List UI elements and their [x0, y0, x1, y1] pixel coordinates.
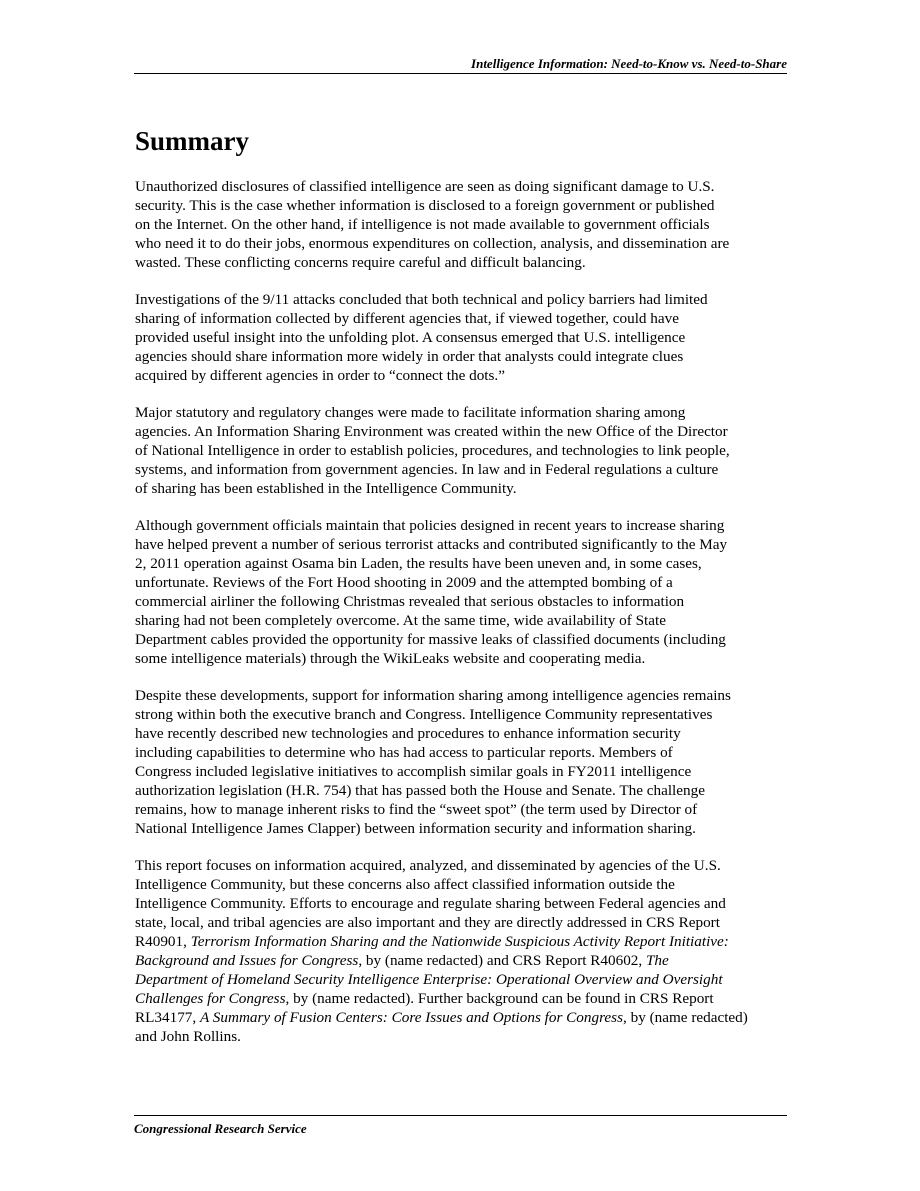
- text-line: [135, 989, 807, 1008]
- text-line: have recently described new technologies and procedures to enhance information security: [135, 725, 681, 742]
- report-title-r40901: Terrorism Information Sharing and the Nationwide Suspicious Activity Report Initiative:: [190, 933, 729, 950]
- text-line: commercial airliner the following Christmas revealed that serious obstacles to information: [135, 593, 685, 610]
- text-line: strong within both the executive branch and Congress. Intelligence Community representatives: [135, 706, 713, 723]
- report-title-r40602: The: [645, 952, 669, 969]
- report-title-r40901-continued: Background and Issues for Congress: [135, 952, 359, 969]
- text-line: and John Rollins.: [135, 1028, 241, 1045]
- report-title-r40602-continued: Department of Homeland Security Intelligence Enterprise: Operational Overview and Oversight: [135, 971, 723, 988]
- author-text: , by (name redacted). Further background can be found in CRS Report: [285, 990, 714, 1007]
- text-line: on the Internet. On the other hand, if intelligence is not made available to government officials: [135, 216, 710, 233]
- text-line: 2, 2011 operation against Osama bin Laden, the results have been uneven and, in some cases,: [135, 555, 702, 572]
- paragraph-911-investigations: [135, 290, 807, 385]
- text-line: This report focuses on information acquired, analyzed, and disseminated by agencies of the U.S.: [135, 857, 721, 874]
- text-line: remains, how to manage inherent risks to find the “sweet spot” (the term used by Director of: [135, 801, 698, 818]
- text-line: who need it to do their jobs, enormous expenditures on collection, analysis, and dissemination are: [135, 235, 730, 252]
- paragraph-statutory-changes: [135, 403, 807, 498]
- text-line: of sharing has been established in the Intelligence Community.: [135, 480, 517, 497]
- text-line: sharing of information collected by different agencies that, if viewed together, could have: [135, 310, 679, 327]
- text-line: Department cables provided the opportunity for massive leaks of classified documents (including: [135, 631, 726, 648]
- text-line: security. This is the case whether information is disclosed to a foreign government or published: [135, 197, 715, 214]
- text-line: acquired by different agencies in order to “connect the dots.”: [135, 367, 505, 384]
- text-line: [135, 970, 807, 989]
- text-line: [135, 932, 807, 951]
- text-line: National Intelligence James Clapper) between information security and information sharing.: [135, 820, 696, 837]
- page-footer: Congressional Research Service: [134, 1115, 787, 1137]
- text-line: [135, 1008, 807, 1027]
- paragraph-unauthorized-disclosures: [135, 177, 807, 272]
- paragraph-continued-support: [135, 686, 807, 838]
- page-title: Summary: [135, 126, 249, 156]
- text-line: agencies. An Information Sharing Environment was created within the new Office of the Director: [135, 423, 728, 440]
- text-line: of National Intelligence in order to establish policies, procedures, and technologies to link people,: [135, 442, 730, 459]
- text-line: Major statutory and regulatory changes were made to facilitate information sharing among: [135, 404, 686, 421]
- text-line: Despite these developments, support for information sharing among intelligence agencies remains: [135, 687, 731, 704]
- text-line: wasted. These conflicting concerns require careful and difficult balancing.: [135, 254, 586, 271]
- report-title-r40602-end: Challenges for Congress: [135, 990, 286, 1007]
- text-line: state, local, and tribal agencies are also important and they are directly addressed in CRS Report: [135, 914, 720, 931]
- text-line: Intelligence Community, but these concerns also affect classified information outside the: [135, 876, 675, 893]
- text-line: sharing had not been completely overcome. At the same time, wide availability of State: [135, 612, 666, 629]
- text-line: have helped prevent a number of serious terrorist attacks and contributed significantly to the May: [135, 536, 728, 553]
- text-line: Although government officials maintain that policies designed in recent years to increase sharing: [135, 517, 725, 534]
- author-text: , by (name redacted) and CRS Report R40602,: [358, 952, 646, 969]
- author-text: , by (name redacted): [623, 1009, 748, 1026]
- text-line: Unauthorized disclosures of classified intelligence are seen as doing significant damage to U.S.: [135, 178, 715, 195]
- text-line: some intelligence materials) through the WikiLeaks website and cooperating media.: [135, 650, 646, 667]
- text-line: unfortunate. Reviews of the Fort Hood shooting in 2009 and the attempted bombing of a: [135, 574, 673, 591]
- paragraph-report-scope: [135, 856, 807, 1046]
- paragraph-uneven-results: [135, 516, 807, 668]
- summary-body: [135, 177, 807, 1064]
- text-line: Investigations of the 9/11 attacks concluded that both technical and policy barriers had limited: [135, 291, 708, 308]
- text-line: provided useful insight into the unfolding plot. A consensus emerged that U.S. intelligence: [135, 329, 686, 346]
- report-number-text: RL34177,: [135, 1009, 200, 1026]
- text-line: Intelligence Community. Efforts to encourage and regulate sharing between Federal agencies and: [135, 895, 726, 912]
- text-line: Congress included legislative initiatives to accomplish similar goals in FY2011 intelligence: [135, 763, 692, 780]
- text-line: [135, 951, 807, 970]
- text-line: including capabilities to determine who has had access to particular reports. Members of: [135, 744, 673, 761]
- report-title-rl34177: A Summary of Fusion Centers: Core Issues and Options for Congress: [199, 1009, 623, 1026]
- text-line: authorization legislation (H.R. 754) that has passed both the House and Senate. The challenge: [135, 782, 705, 799]
- running-header: Intelligence Information: Need-to-Know vs. Need-to-Share: [134, 56, 787, 74]
- text-line: agencies should share information more widely in order that analysts could integrate clues: [135, 348, 684, 365]
- report-number-text: R40901,: [135, 933, 191, 950]
- text-line: systems, and information from government agencies. In law and in Federal regulations a culture: [135, 461, 719, 478]
